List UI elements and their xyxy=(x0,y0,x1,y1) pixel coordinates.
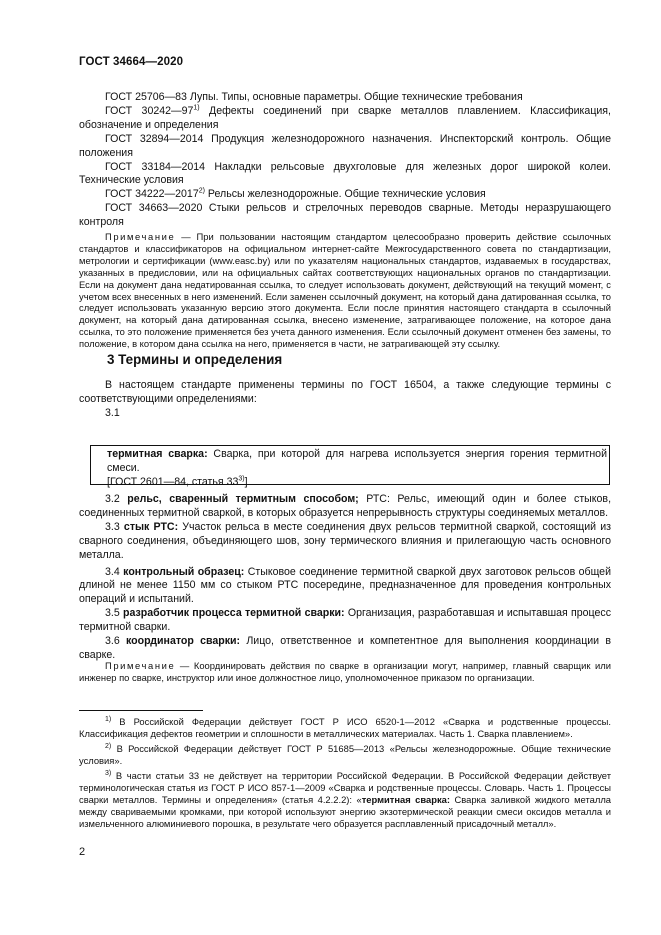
terms-list xyxy=(79,493,611,663)
reference-item: ГОСТ 34222—2017$^{2)}$ Рельсы железнодорожные. Общие технические условия xyxy=(105,187,486,201)
section-intro: В настоящем стандарте применены термины по ГОСТ 16504, а также следующие термины с соответствующими определениями: 3.1 xyxy=(79,379,611,419)
note-text: — Координировать действия по сварке в организации могут, например, главный сварщик или инженер по сварке, инструктор или иное должностное лицо, уполномоченное приказом по организации. xyxy=(79,660,611,683)
footnote-1: $^{1)}$ В Российской Федерации действует ГОСТ Р ИСО 6520-1—2012 «Сварка и родственные процессы. Классификация дефектов геометрии и сплошности в металлических материалах. Часть 1. Сварка плавлением». xyxy=(79,715,611,739)
reference-item: ГОСТ 25706—83 Лупы. Типы, основные параметры. Общие технические требования xyxy=(105,91,523,103)
term-definition: Сварка, при которой для нагрева используется энергия горения термитной смеси. xyxy=(107,448,607,474)
term-item: 3.5 разработчик процесса термитной сварки: Организация, разработавшая и испытавшая процесс термитной сварки. xyxy=(79,607,611,634)
note-references xyxy=(79,231,611,350)
reference-item: ГОСТ 34663—2020 Стыки рельсов и стрелочных переводов сварные. Методы неразрушающего контроля xyxy=(79,202,611,229)
note-coordination xyxy=(79,660,611,684)
footnote-divider xyxy=(79,710,203,711)
footnote-3: $^{3)}$ В части статьи 33 не действует на территории Российской Федерации. В Российской Федерации действует терминологическая статья из ГОСТ Р ИСО 857-1—2009 «Сварка и родственные процессы. Словарь. Часть 1. Процессы сварки металлов. Термины и определения» (статья 4.2.2.2): «термитная сварка: Сварка заливкой жидкого металла между свариваемыми кромками, при которой используют энергию экзотермической реакции смеси оксидов металла и измельченного алюминиевого порошка, в результате чего образуется расплавленный присадочный металл». xyxy=(79,769,611,829)
term-number: 3.1 xyxy=(105,406,120,419)
section-heading: 3 Термины и определения xyxy=(107,352,283,367)
page-number: 2 xyxy=(79,846,86,858)
term-box-content: термитная сварка: Сварка, при которой для нагрева используется энергия горения термитной смеси. [ГОСТ 2601—84, статья 33$^{3)}$] xyxy=(107,448,607,488)
term-title: термитная сварка: xyxy=(107,448,208,460)
footnote-ref: 1) xyxy=(193,104,200,112)
page-header: ГОСТ 34664—2020 xyxy=(79,56,184,68)
term-item: 3.3 стык РТС: Участок рельса в месте соединения двух рельсов термитной сваркой, состоящий из сварного соединения, объединяющего шов, зону термического влияния и прилегающую часть основного металла. xyxy=(79,520,611,561)
term-item: 3.4 контрольный образец: Стыковое соединение термитной сваркой двух заготовок рельсов общей длиной не менее 1150 мм со стыком РТС посередине, предназначенное для проведения контрольных операций и испытаний. xyxy=(79,565,611,606)
note-label: Примечание xyxy=(105,231,176,242)
footnote-ref: 2) xyxy=(198,187,205,195)
reference-item: ГОСТ 32894—2014 Продукция железнодорожного назначения. Инспекторский контроль. Общие положения xyxy=(79,132,611,159)
reference-item: ГОСТ 30242—97$^{1)}$ Дефекты соединений при сварке металлов плавлением. Классификация, обозначение и определения xyxy=(79,104,611,131)
footnote-ref: 3) xyxy=(238,475,245,483)
note-label: Примечание xyxy=(105,660,176,671)
references-list xyxy=(79,91,611,230)
term-item: 3.2 рельс, сваренный термитным способом; РТС: Рельс, имеющий один и более стыков, соединенных термитной сваркой, в которых образуется непрерывность структуры соединяемых металлов. xyxy=(79,493,612,519)
footnote-2: $^{2)}$ В Российской Федерации действует ГОСТ Р 51685—2013 «Рельсы железнодорожные. Общие технические условия». xyxy=(79,742,611,766)
reference-item: ГОСТ 33184—2014 Накладки рельсовые двухголовые для железных дорог широкой колеи. Технические условия xyxy=(79,160,611,187)
note-text: — При пользовании настоящим стандартом целесообразно проверить действие ссылочных стандартов и классификаторов на официальном интернет-сайте Межгосударственного совета по стандартизации, метрологии и сертификации (www.easc.by) или по указателям национальных стандартов, издаваемых в государствах, указанных в предисловии, или на официальных сайтах соответствующих национальных органов по стандартизации. Если на документ дана недатированная ссылка, то следует использовать документ, действующий на текущий момент, с учетом всех внесенных в него изменений. Если заменен ссылочный документ, на который дана датированная ссылка, то следует использовать указанную версию этого документа. Если после принятия настоящего стандарта в ссылочный документ, на который дана датированная ссылка, внесено изменение, затрагивающее положение, на которое дана ссылка, то это положение применяется без учета данного изменения. Если ссылочный документ отменен без замены, то положение, в котором дана ссылка на него, применяется в части, не затрагивающей эту ссылку. xyxy=(79,231,611,350)
term-item: 3.6 координатор сварки: Лицо, ответственное и компетентное для выполнения координации в сварке. xyxy=(79,635,611,661)
